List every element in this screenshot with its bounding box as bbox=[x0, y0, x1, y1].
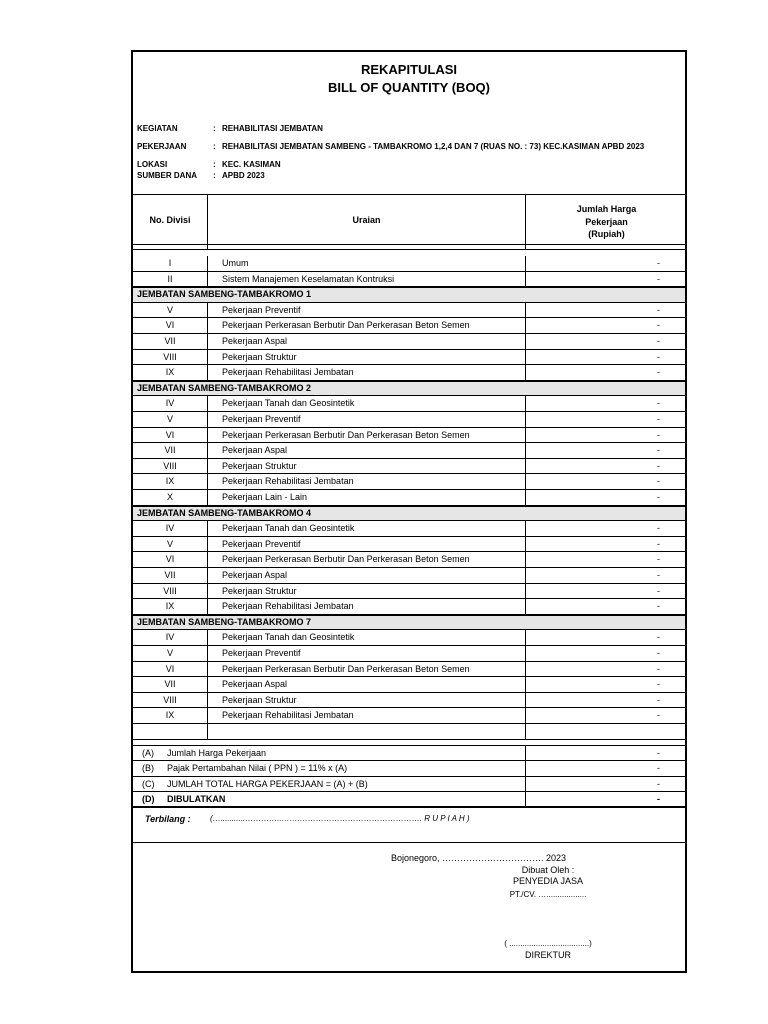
division-description: Pekerjaan Tanah dan Geosintetik bbox=[222, 523, 355, 534]
col-divider bbox=[207, 350, 208, 366]
col-divider bbox=[207, 443, 208, 459]
section-header-row bbox=[133, 287, 685, 303]
col-divider bbox=[525, 443, 526, 459]
division-price: - bbox=[657, 320, 660, 331]
col-divider bbox=[207, 552, 208, 568]
table-row bbox=[133, 708, 685, 724]
division-description: Pekerjaan Preventif bbox=[222, 304, 301, 315]
col-divider bbox=[525, 584, 526, 600]
meta-label-kegiatan: KEGIATAN bbox=[137, 124, 178, 133]
table-row bbox=[133, 365, 685, 381]
col-divider bbox=[207, 693, 208, 709]
division-description: Pekerjaan Rehabilitasi Jembatan bbox=[222, 710, 354, 721]
division-price: - bbox=[657, 585, 660, 596]
col-divider bbox=[525, 724, 526, 740]
division-price: - bbox=[657, 632, 660, 643]
division-number: VII bbox=[164, 336, 176, 346]
division-number: IV bbox=[165, 398, 175, 409]
table-row bbox=[133, 459, 685, 475]
division-price: - bbox=[657, 523, 660, 534]
direktur: DIREKTUR bbox=[524, 950, 571, 960]
table-row bbox=[133, 490, 685, 506]
table-row bbox=[133, 412, 685, 428]
row-border bbox=[133, 506, 685, 507]
division-number: IX bbox=[165, 601, 175, 612]
division-description: Sistem Manajemen Keselamatan Kontruksi bbox=[222, 273, 395, 284]
division-description: Pekerjaan Struktur bbox=[222, 585, 297, 596]
table-row bbox=[133, 646, 685, 662]
division-price: - bbox=[657, 476, 660, 487]
summary-text: Pajak Pertambahan Nilai ( PPN ) = 11% x (A) bbox=[167, 763, 348, 774]
division-description: Pekerjaan Aspal bbox=[222, 679, 288, 690]
division-number: VIII bbox=[163, 585, 177, 596]
division-number: V bbox=[166, 304, 173, 315]
summary-price: - bbox=[657, 747, 660, 758]
meta-value-kegiatan: REHABILITASI JEMBATAN bbox=[222, 124, 323, 133]
division-number: II bbox=[167, 273, 173, 284]
meta-value-sumber-dana: APBD 2023 bbox=[222, 171, 265, 180]
section-header-row bbox=[133, 381, 685, 397]
division-number: IV bbox=[165, 632, 175, 643]
col-divider bbox=[525, 599, 526, 615]
col-divider bbox=[207, 521, 208, 537]
pt-cv: PT./CV. ….................. bbox=[509, 890, 587, 899]
division-description: Pekerjaan Struktur bbox=[222, 351, 297, 362]
section-header-row bbox=[133, 615, 685, 631]
division-description: Pekerjaan Rehabilitasi Jembatan bbox=[222, 601, 354, 612]
division-number: IX bbox=[165, 476, 175, 487]
col-divider bbox=[207, 677, 208, 693]
place-date: Bojonegoro, ……………………………. 2023 bbox=[391, 853, 567, 863]
division-number: VIII bbox=[163, 460, 177, 471]
division-description: Pekerjaan Preventif bbox=[222, 538, 301, 549]
division-description: Pekerjaan Aspal bbox=[222, 445, 288, 456]
table-row bbox=[133, 568, 685, 584]
col-divider bbox=[207, 318, 208, 334]
table-row bbox=[133, 552, 685, 568]
spacer-row-border bbox=[133, 249, 685, 250]
summary-text: Jumlah Harga Pekerjaan bbox=[167, 747, 267, 758]
title-rekapitulasi: REKAPITULASI bbox=[360, 62, 458, 77]
col-divider bbox=[207, 662, 208, 678]
division-number: IX bbox=[165, 367, 175, 378]
col-divider bbox=[207, 365, 208, 381]
division-number: VI bbox=[165, 320, 175, 331]
col-divider bbox=[525, 490, 526, 506]
division-description: Pekerjaan Perkerasan Berbutir Dan Perkerasan Beton Semen bbox=[222, 554, 470, 565]
section-header-row bbox=[133, 506, 685, 522]
col-divider bbox=[207, 428, 208, 444]
division-price: - bbox=[657, 648, 660, 658]
col-divider bbox=[207, 599, 208, 615]
division-description: Pekerjaan Perkerasan Berbutir Dan Perkerasan Beton Semen bbox=[222, 663, 470, 674]
division-description: Pekerjaan Aspal bbox=[222, 570, 288, 580]
meta-sep: : bbox=[213, 124, 216, 133]
summary-price: - bbox=[657, 763, 660, 774]
col-divider bbox=[525, 761, 526, 777]
col-divider bbox=[525, 474, 526, 490]
col-divider bbox=[525, 303, 526, 319]
division-number: IV bbox=[165, 523, 175, 534]
col-divider bbox=[207, 646, 208, 662]
terbilang-label: Terbilang : bbox=[145, 814, 191, 824]
title-boq: BILL OF QUANTITY (BOQ) bbox=[327, 80, 490, 95]
col-divider bbox=[525, 568, 526, 584]
summary-price: - bbox=[657, 778, 660, 789]
col-divider bbox=[525, 428, 526, 444]
division-number: V bbox=[166, 648, 173, 658]
meta-value-pekerjaan: REHABILITASI JEMBATAN SAMBENG - TAMBAKROMO 1,2,4 DAN 7 (RUAS NO. : 73) KEC.KASIMAN APBD 2023 bbox=[222, 142, 645, 151]
summary-row bbox=[133, 761, 685, 777]
row-border bbox=[133, 615, 685, 616]
summary-label: (C) bbox=[142, 778, 155, 789]
col-divider bbox=[525, 272, 526, 288]
col-divider bbox=[525, 521, 526, 537]
col-divider bbox=[525, 318, 526, 334]
table-row bbox=[133, 318, 685, 334]
summary-price: - bbox=[657, 794, 660, 805]
division-price: - bbox=[657, 398, 660, 409]
table-row bbox=[133, 396, 685, 412]
table-row bbox=[133, 599, 685, 615]
division-description: Pekerjaan Perkerasan Berbutir Dan Perkerasan Beton Semen bbox=[222, 320, 470, 331]
division-number: I bbox=[168, 258, 172, 268]
meta-label-sumber-dana: SUMBER DANA bbox=[137, 171, 197, 180]
division-number: VI bbox=[165, 554, 175, 565]
header-harga-line2: Pekerjaan bbox=[585, 216, 628, 227]
division-number: VIII bbox=[163, 694, 177, 705]
division-price: - bbox=[657, 710, 660, 721]
header-uraian: Uraian bbox=[352, 215, 381, 225]
meta-sep: : bbox=[213, 171, 216, 180]
division-description: Pekerjaan Aspal bbox=[222, 336, 288, 346]
division-price: - bbox=[657, 429, 660, 440]
section-title: JEMBATAN SAMBENG-TAMBAKROMO 4 bbox=[137, 507, 311, 518]
division-price: - bbox=[657, 351, 660, 362]
header-bottom-border bbox=[133, 244, 685, 245]
col-divider bbox=[207, 584, 208, 600]
col-divider bbox=[207, 459, 208, 475]
meta-sep: : bbox=[213, 160, 216, 169]
table-row bbox=[133, 537, 685, 553]
col-divider bbox=[207, 630, 208, 646]
table-row bbox=[133, 693, 685, 709]
header-jumlah-harga bbox=[526, 203, 687, 241]
division-price: - bbox=[657, 304, 660, 315]
col-divider bbox=[525, 537, 526, 553]
meta-value-lokasi: KEC. KASIMAN bbox=[222, 160, 281, 169]
table-row bbox=[133, 256, 685, 272]
col-divider bbox=[525, 396, 526, 412]
division-number: X bbox=[166, 492, 173, 502]
table-row bbox=[133, 630, 685, 646]
division-description: Pekerjaan Rehabilitasi Jembatan bbox=[222, 476, 354, 487]
division-number: VI bbox=[165, 663, 175, 674]
table-row bbox=[133, 443, 685, 459]
header-harga-line3: (Rupiah) bbox=[588, 229, 625, 239]
col-divider bbox=[525, 412, 526, 428]
table-row bbox=[133, 474, 685, 490]
division-price: - bbox=[657, 414, 660, 424]
division-description: Pekerjaan Perkerasan Berbutir Dan Perkerasan Beton Semen bbox=[222, 429, 470, 440]
division-description: Pekerjaan Lain - Lain bbox=[222, 492, 308, 502]
col-divider bbox=[525, 630, 526, 646]
division-number: VIII bbox=[163, 351, 177, 362]
summary-row bbox=[133, 746, 685, 762]
summary-row bbox=[133, 777, 685, 793]
division-number: V bbox=[166, 538, 173, 549]
division-number: V bbox=[166, 414, 173, 424]
section-title: JEMBATAN SAMBENG-TAMBAKROMO 2 bbox=[137, 382, 311, 393]
col-divider bbox=[207, 256, 208, 272]
table-top-border bbox=[133, 194, 685, 195]
summary-label: (A) bbox=[142, 747, 154, 758]
table-row bbox=[133, 428, 685, 444]
meta-label-lokasi: LOKASI bbox=[137, 160, 168, 169]
division-price: - bbox=[657, 601, 660, 612]
boq-document bbox=[131, 50, 687, 973]
table-row bbox=[133, 334, 685, 350]
col-divider bbox=[207, 303, 208, 319]
empty-row bbox=[133, 724, 685, 740]
summary-label: (D) bbox=[142, 794, 155, 805]
division-number: VI bbox=[165, 429, 175, 440]
col-divider bbox=[525, 350, 526, 366]
dibuat-oleh: Dibuat Oleh : bbox=[521, 865, 575, 875]
header-harga-line1: Jumlah Harga bbox=[576, 204, 637, 214]
summary-text: JUMLAH TOTAL HARGA PEKERJAAN = (A) + (B) bbox=[167, 778, 368, 789]
division-price: - bbox=[657, 492, 660, 502]
section-title: JEMBATAN SAMBENG-TAMBAKROMO 1 bbox=[137, 289, 311, 300]
col-divider bbox=[207, 412, 208, 428]
col-divider bbox=[525, 746, 526, 762]
col-divider bbox=[525, 646, 526, 662]
division-description: Pekerjaan Preventif bbox=[222, 648, 301, 658]
section-title: JEMBATAN SAMBENG-TAMBAKROMO 7 bbox=[137, 616, 311, 627]
penyedia-jasa: PENYEDIA JASA bbox=[512, 876, 584, 886]
col-divider bbox=[525, 365, 526, 381]
col-divider bbox=[207, 334, 208, 350]
col-divider bbox=[525, 708, 526, 724]
table-row bbox=[133, 677, 685, 693]
table-row bbox=[133, 584, 685, 600]
col-divider bbox=[207, 396, 208, 412]
row-border bbox=[133, 287, 685, 288]
col-divider bbox=[525, 459, 526, 475]
division-number: VII bbox=[164, 570, 176, 580]
division-price: - bbox=[657, 258, 660, 268]
division-price: - bbox=[657, 570, 660, 580]
division-number: IX bbox=[165, 710, 175, 721]
division-description: Pekerjaan Struktur bbox=[222, 460, 297, 471]
summary-label: (B) bbox=[142, 763, 154, 774]
col-divider bbox=[525, 693, 526, 709]
col-divider bbox=[207, 537, 208, 553]
meta-label-pekerjaan: PEKERJAAN bbox=[137, 142, 187, 151]
col-divider bbox=[207, 474, 208, 490]
division-price: - bbox=[657, 445, 660, 456]
signature-top-border bbox=[133, 842, 685, 843]
division-description: Pekerjaan Tanah dan Geosintetik bbox=[222, 632, 355, 643]
table-row bbox=[133, 521, 685, 537]
division-price: - bbox=[657, 460, 660, 471]
division-number: VII bbox=[164, 445, 176, 456]
division-description: Pekerjaan Rehabilitasi Jembatan bbox=[222, 367, 354, 378]
division-price: - bbox=[657, 663, 660, 674]
division-price: - bbox=[657, 367, 660, 378]
col-divider bbox=[525, 662, 526, 678]
terbilang-value: (…...........…………..…….………………………………………. R U P I A H ) bbox=[210, 814, 470, 823]
division-price: - bbox=[657, 336, 660, 346]
signature-name-line: ( ....................................) bbox=[504, 939, 592, 948]
division-price: - bbox=[657, 694, 660, 705]
division-description: Pekerjaan Struktur bbox=[222, 694, 297, 705]
col-divider bbox=[525, 677, 526, 693]
col-divider bbox=[525, 256, 526, 272]
table-row bbox=[133, 303, 685, 319]
row-border bbox=[133, 739, 685, 740]
division-description: Pekerjaan Tanah dan Geosintetik bbox=[222, 398, 355, 409]
col-divider bbox=[207, 708, 208, 724]
meta-sep: : bbox=[213, 142, 216, 151]
col-divider bbox=[525, 552, 526, 568]
division-price: - bbox=[657, 273, 660, 284]
table-row bbox=[133, 662, 685, 678]
col-divider bbox=[207, 724, 208, 740]
col-divider bbox=[525, 334, 526, 350]
row-border bbox=[133, 381, 685, 382]
division-number: VII bbox=[164, 679, 176, 690]
col-divider bbox=[525, 777, 526, 793]
col-divider bbox=[207, 568, 208, 584]
terbilang-bottom-border bbox=[133, 806, 685, 807]
table-row bbox=[133, 350, 685, 366]
col-divider bbox=[207, 490, 208, 506]
header-no-divisi: No. Divisi bbox=[149, 215, 191, 225]
division-description: Pekerjaan Preventif bbox=[222, 414, 301, 424]
table-row bbox=[133, 272, 685, 288]
summary-text: DIBULATKAN bbox=[167, 794, 226, 805]
division-description: Umum bbox=[222, 258, 249, 268]
division-price: - bbox=[657, 679, 660, 690]
division-price: - bbox=[657, 554, 660, 565]
division-price: - bbox=[657, 538, 660, 549]
col-divider bbox=[207, 272, 208, 288]
